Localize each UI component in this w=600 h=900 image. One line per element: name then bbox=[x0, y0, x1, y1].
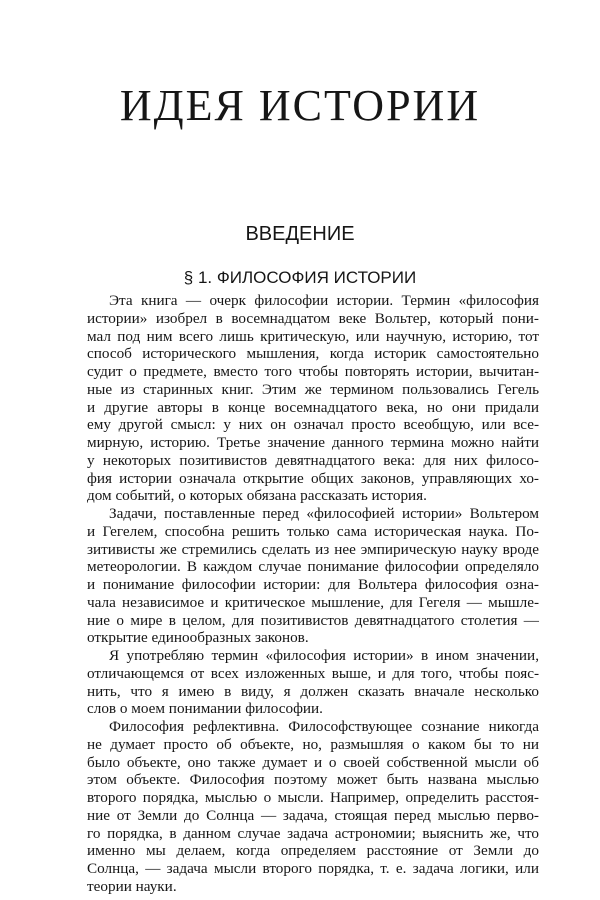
text-line: фия истории означала открытие общих законов, управляющих хо- bbox=[87, 469, 539, 487]
text-line: чала независимое и критическое мышление, для Гегеля — мышле- bbox=[87, 593, 539, 611]
text-line: нить, что я имею в виду, я должен сказать вначале несколько bbox=[87, 682, 539, 700]
text-line: зитивисты же стремились сделать из нее эмпирическую науку вроде bbox=[87, 540, 539, 558]
text-line: теории науки. bbox=[87, 877, 177, 895]
text-line: второго порядка, мыслью о мысли. Например, определить расстоя- bbox=[87, 789, 539, 806]
text-line: Солнца, — задача мысли второго порядка, т. е. задача логики, или bbox=[87, 860, 539, 877]
section-heading: ВВЕДЕНИЕ bbox=[245, 223, 355, 245]
text-line: и понимание философии истории: для Вольтера философия озна- bbox=[87, 576, 539, 593]
text-line: Философия рефлективна. Философствующее сознание никогда bbox=[109, 718, 539, 735]
book-title: ИДЕЯ ИСТОРИИ bbox=[119, 81, 481, 130]
text-line: мал под ним всего лишь критическую, или научную, историю, тот bbox=[87, 327, 539, 345]
text-line: способ исторического мышления, когда историк самостоятельно bbox=[87, 345, 539, 363]
text-line: Эта книга — очерк философии истории. Термин «философия bbox=[109, 292, 539, 309]
text-line: ные из старинных книг. Этим же термином пользовались Гегель bbox=[87, 380, 539, 398]
text-line: и Гегелем, способна решить только сама историческая наука. По- bbox=[87, 522, 539, 540]
paragraph bbox=[87, 505, 539, 647]
text-line: ние о мире в целом, для позитивистов девятнадцатого столетия — bbox=[87, 611, 539, 629]
text-line: го порядка, в данном случае задача астрономии; выяснить же, что bbox=[87, 824, 539, 842]
paragraph bbox=[87, 647, 539, 718]
text-line: Задачи, поставленные перед «философией истории» Вольтером bbox=[109, 505, 539, 522]
text-line: ние от Земли до Солнца — задача, стоящая перед мыслью перво- bbox=[87, 806, 539, 824]
text-line: и другие авторы в конце восемнадцатого века, но они придали bbox=[87, 398, 539, 416]
text-line: дом событий, о которых обязана рассказать история. bbox=[87, 487, 427, 505]
paragraph bbox=[87, 292, 539, 505]
text-line: именно мы делаем, когда определяем расстояние от Земли до bbox=[87, 842, 539, 860]
text-line: не думает просто об объекте, но, размышляя о каком бы то ни bbox=[87, 735, 539, 753]
text-line: у некоторых позитивистов девятнадцатого века: для них филосо- bbox=[87, 451, 539, 469]
text-line: метеорологии. В каждом случае понимание философии определяло bbox=[87, 558, 539, 576]
text-line: истории» изобрел в восемнадцатом веке Вольтер, который пони- bbox=[87, 309, 539, 327]
text-line: мирную, историю. Третье значение данного термина можно найти bbox=[87, 434, 539, 451]
text-line: было объекте, оно также думает и о своей собственной мысли об bbox=[87, 753, 539, 771]
text-line: отличающемся от всех изложенных выше, и для того, чтобы пояс- bbox=[87, 664, 539, 682]
text-line: открытие единообразных законов. bbox=[87, 629, 309, 647]
text-line: ему другой смысл: у них он означал просто всеобщую, или все- bbox=[87, 416, 539, 434]
paragraph bbox=[87, 718, 539, 896]
text-line: Я употребляю термин «философия истории» в ином значении, bbox=[109, 647, 539, 664]
text-line: этом объекте. Философия поэтому может быть названа мыслью bbox=[87, 771, 539, 789]
body-text bbox=[87, 292, 539, 896]
text-line: судит о предмете, вместо того чтобы повторять истории, вычитан- bbox=[87, 363, 539, 380]
text-line: слов о моем понимании философии. bbox=[87, 700, 323, 718]
subsection-heading: § 1. ФИЛОСОФИЯ ИСТОРИИ bbox=[183, 268, 417, 287]
